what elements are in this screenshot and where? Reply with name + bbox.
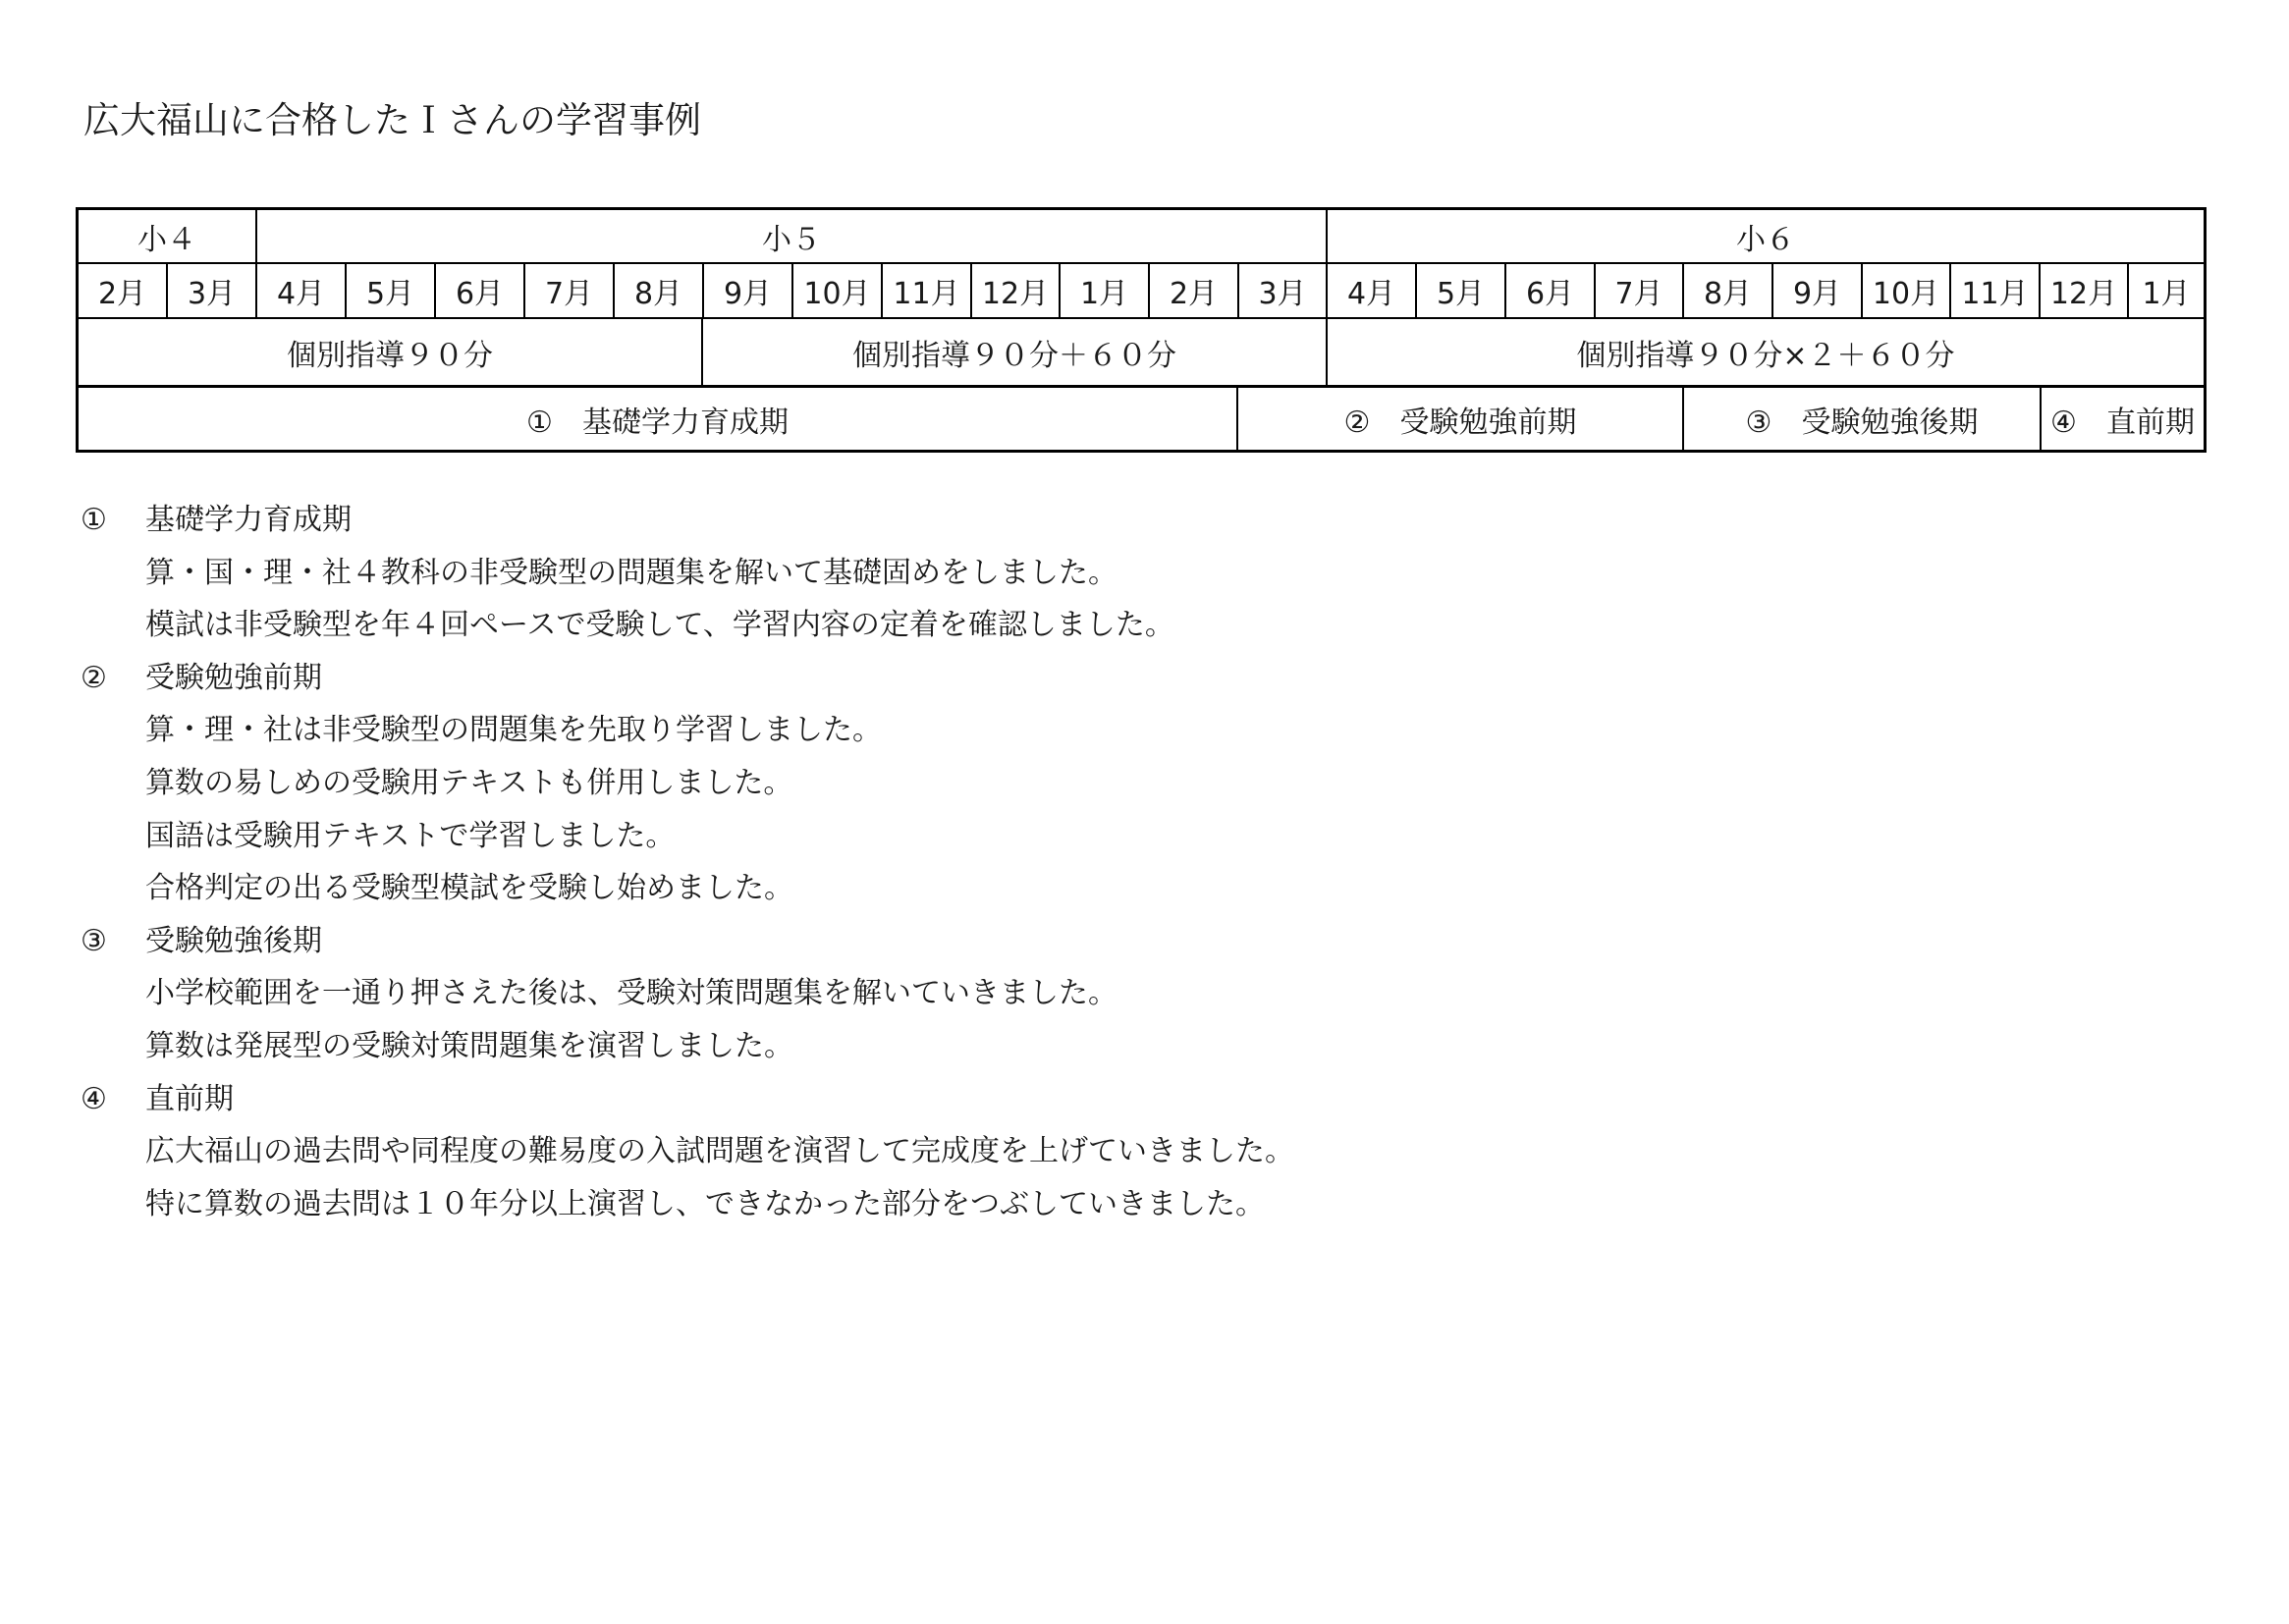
month-cell: 7月 (1596, 264, 1684, 319)
month-cell: 2月 (1150, 264, 1239, 319)
section-line: 特に算数の過去問は１０年分以上演習し、できなかった部分をつぶしていきました。 (145, 1186, 1265, 1221)
period-cell: ② 受験勉強前期 (1238, 387, 1684, 450)
section-number: ① (81, 503, 107, 537)
section-line: 算・理・社は非受験型の問題集を先取り学習しました。 (145, 713, 882, 748)
month-cell: 3月 (168, 264, 257, 319)
grade-cell: 小６ (1328, 210, 2204, 264)
section-number: ③ (81, 923, 107, 958)
section-title: 直前期 (145, 1081, 234, 1116)
section-title: 受験勉強前期 (145, 660, 322, 695)
month-cell: 4月 (1328, 264, 1417, 319)
period-notes (81, 494, 2143, 1230)
month-cell: 12月 (2041, 264, 2129, 319)
month-cell: 6月 (436, 264, 525, 319)
section-line: 合格判定の出る受験型模試を受験し始めました。 (145, 871, 793, 906)
lesson-cell: 個別指導９０分 (79, 319, 703, 387)
month-cell: 11月 (1951, 264, 2041, 319)
lesson-cell: 個別指導９０分×２＋６０分 (1328, 319, 2204, 387)
lesson-cell: 個別指導９０分＋６０分 (703, 319, 1328, 387)
month-cell: 12月 (972, 264, 1061, 319)
month-cell: 8月 (615, 264, 704, 319)
month-cell: 9月 (1773, 264, 1863, 319)
month-cell: 8月 (1684, 264, 1773, 319)
month-cell: 2月 (79, 264, 168, 319)
grade-cell: 小５ (257, 210, 1328, 264)
month-cell: 10月 (1863, 264, 1951, 319)
month-cell: 10月 (793, 264, 883, 319)
month-cell: 1月 (1061, 264, 1150, 319)
section-line: 算・国・理・社４教科の非受験型の問題集を解いて基礎固めをしました。 (145, 555, 1117, 590)
section-number: ④ (81, 1081, 107, 1116)
month-cell: 7月 (525, 264, 615, 319)
grade-cell: 小４ (79, 210, 257, 264)
section-title: 基礎学力育成期 (145, 503, 352, 537)
month-cell: 6月 (1506, 264, 1596, 319)
month-cell: 9月 (704, 264, 793, 319)
section-line: 算数の易しめの受験用テキストも併用しました。 (145, 765, 793, 800)
section-line: 模試は非受験型を年４回ペースで受験して、学習内容の定着を確認しました。 (145, 608, 1174, 643)
section-line: 国語は受験用テキストで学習しました。 (145, 818, 676, 853)
period-cell: ① 基礎学力育成期 (79, 387, 1238, 450)
period-cell: ④ 直前期 (2042, 387, 2204, 450)
section-heading (81, 915, 2143, 968)
section-title: 受験勉強後期 (145, 923, 322, 958)
page-title: 広大福山に合格したＩさんの学習事例 (83, 99, 701, 141)
section-number: ② (81, 660, 107, 695)
section-heading (81, 494, 2143, 547)
month-cell: 11月 (883, 264, 972, 319)
section-heading (81, 1073, 2143, 1126)
month-cell: 5月 (347, 264, 436, 319)
section-line: 算数は発展型の受験対策問題集を演習しました。 (145, 1028, 793, 1063)
month-cell: 4月 (257, 264, 347, 319)
schedule-table (76, 207, 2207, 453)
month-cell: 3月 (1239, 264, 1328, 319)
section-heading (81, 652, 2143, 705)
month-cell: 5月 (1417, 264, 1506, 319)
section-line: 小学校範囲を一通り押さえた後は、受験対策問題集を解いていきました。 (145, 976, 1117, 1011)
section-line: 広大福山の過去問や同程度の難易度の入試問題を演習して完成度を上げていきました。 (145, 1134, 1294, 1169)
period-cell: ③ 受験勉強後期 (1684, 387, 2042, 450)
month-cell: 1月 (2129, 264, 2204, 319)
